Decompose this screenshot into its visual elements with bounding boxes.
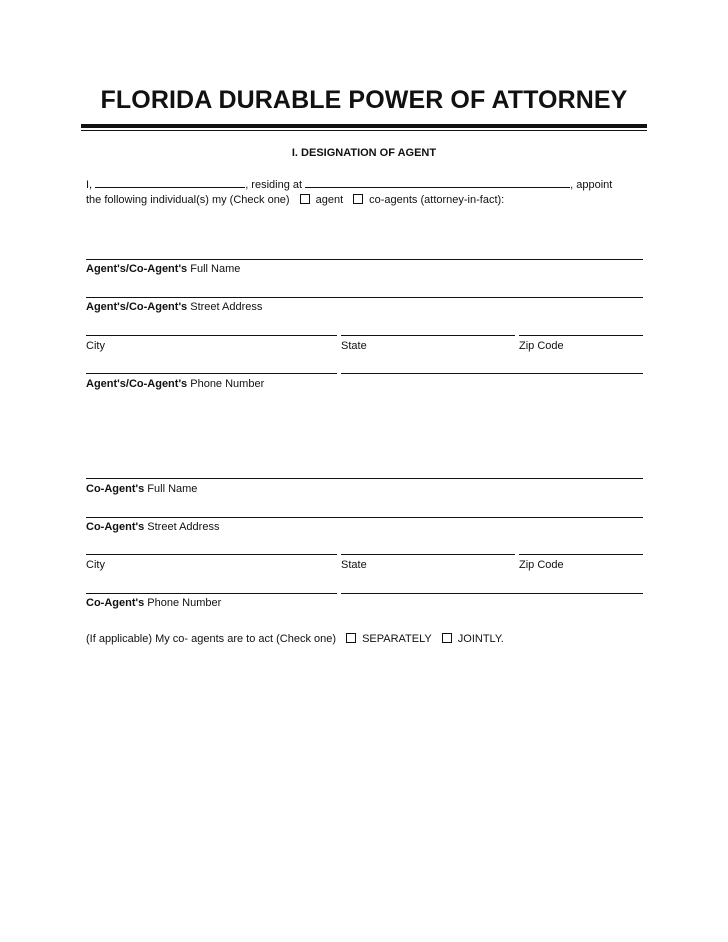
principal-address-blank[interactable] — [305, 177, 570, 188]
agent-phone-label: Agent's/Co-Agent's Phone Number — [86, 378, 265, 390]
coagent-street-line[interactable] — [86, 517, 643, 518]
separately-checkbox[interactable] — [346, 633, 356, 643]
coagent-phone-line[interactable] — [86, 593, 337, 594]
agent-city-label: City — [86, 340, 105, 352]
coagents-option-label: co-agents (attorney-in-fact): — [369, 194, 505, 206]
agent-street-label: Agent's/Co-Agent's Street Address — [86, 301, 263, 313]
intro-line-2 — [86, 194, 504, 207]
agent-checkbox[interactable] — [300, 194, 310, 204]
agent-zip-line[interactable] — [519, 335, 643, 336]
intro-check-label: the following individual(s) my (Check one) — [86, 194, 290, 206]
section-heading: I. DESIGNATION OF AGENT — [291, 147, 437, 159]
agent-zip-label: Zip Code — [519, 340, 564, 352]
coagent-street-label: Co-Agent's Street Address — [86, 521, 220, 533]
acting-prefix: (If applicable) My co- agents are to act (Check one) — [86, 633, 337, 645]
title-rule-thin — [81, 130, 647, 131]
coagent-zip-label: Zip Code — [519, 559, 564, 571]
jointly-label: JOINTLY. — [457, 633, 504, 645]
agent-city-line[interactable] — [86, 335, 337, 336]
agent-full-name-line[interactable] — [86, 259, 643, 260]
agent-state-line[interactable] — [341, 335, 515, 336]
coagents-checkbox[interactable] — [353, 194, 363, 204]
agent-option-label: agent — [315, 194, 344, 206]
coagent-zip-line[interactable] — [519, 554, 643, 555]
coagent-full-name-label: Co-Agent's Full Name — [86, 483, 198, 495]
coagent-city-label: City — [86, 559, 105, 571]
intro-appoint-label: , appoint — [570, 179, 613, 191]
principal-name-blank[interactable] — [95, 177, 245, 188]
agent-phone-line-right[interactable] — [341, 373, 643, 374]
jointly-checkbox[interactable] — [442, 633, 452, 643]
intro-residing-label: , residing at — [245, 179, 303, 191]
acting-clause — [86, 633, 504, 646]
agent-street-line[interactable] — [86, 297, 643, 298]
coagent-phone-label: Co-Agent's Phone Number — [86, 597, 222, 609]
coagent-city-line[interactable] — [86, 554, 337, 555]
coagent-state-line[interactable] — [341, 554, 515, 555]
coagent-state-label: State — [341, 559, 367, 571]
document-title: FLORIDA DURABLE POWER OF ATTORNEY — [100, 86, 628, 114]
separately-label: SEPARATELY — [362, 633, 432, 645]
title-rule-thick — [81, 124, 647, 128]
coagent-phone-line-right[interactable] — [341, 593, 643, 594]
coagent-full-name-line[interactable] — [86, 478, 643, 479]
intro-i-label: I, — [86, 179, 93, 191]
agent-state-label: State — [341, 340, 367, 352]
agent-phone-line[interactable] — [86, 373, 337, 374]
agent-full-name-label: Agent's/Co-Agent's Full Name — [86, 263, 241, 275]
intro-line-1 — [86, 177, 612, 192]
